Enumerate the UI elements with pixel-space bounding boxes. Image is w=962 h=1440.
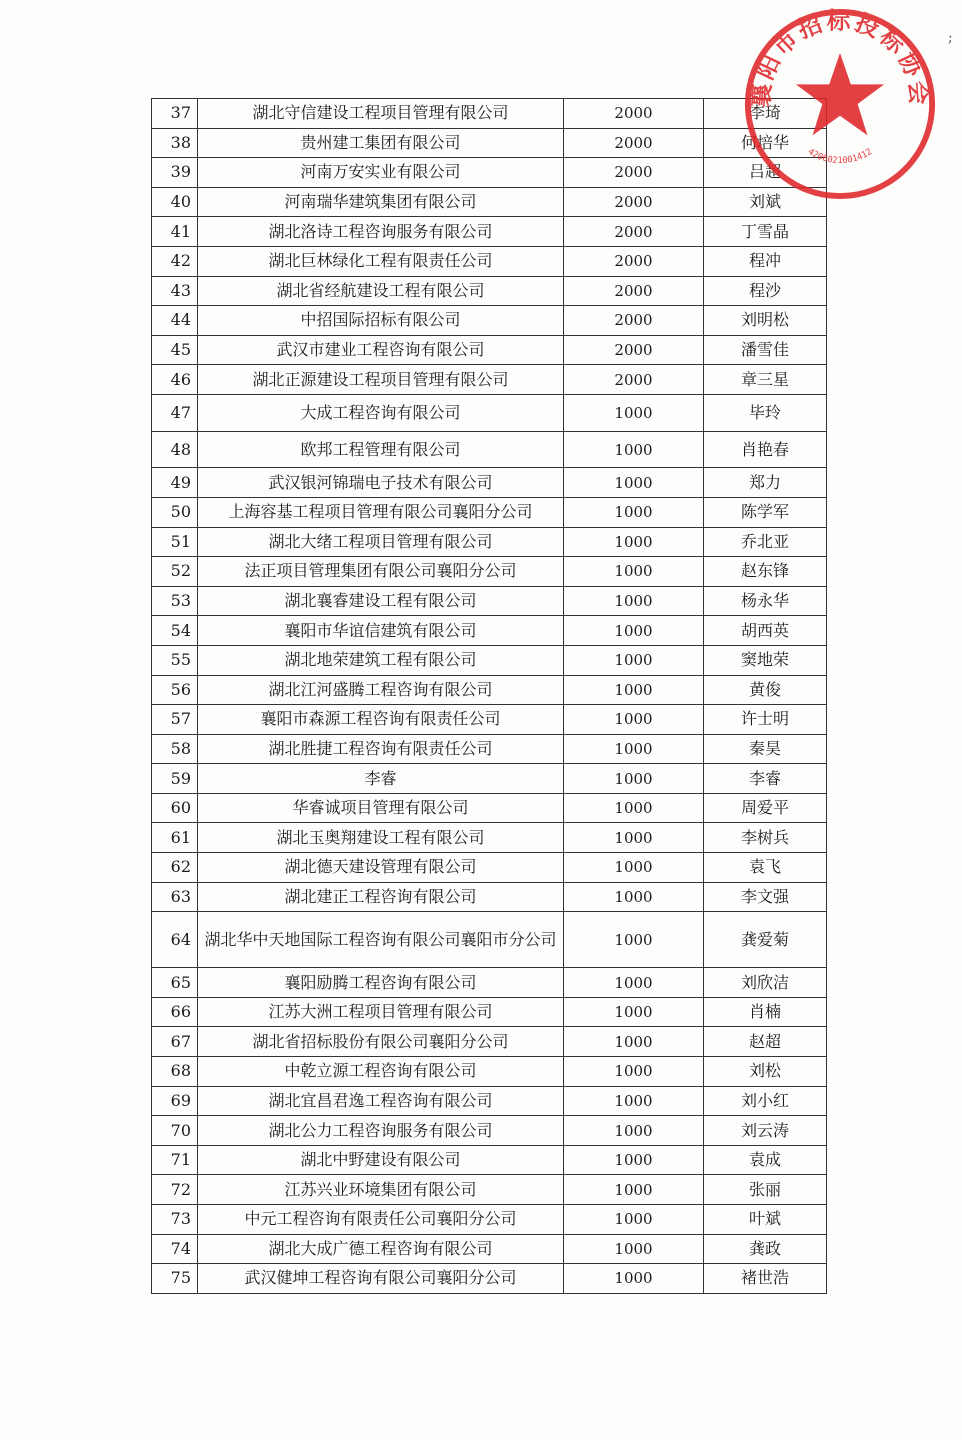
- contact-person: 程冲: [704, 246, 827, 276]
- row-number: 62: [152, 853, 198, 883]
- table-row: [152, 734, 827, 764]
- contact-person: 肖楠: [704, 997, 827, 1027]
- row-number: 71: [152, 1145, 198, 1175]
- row-number: 59: [152, 764, 198, 794]
- contact-person: 章三星: [704, 365, 827, 395]
- table-row: [152, 1057, 827, 1087]
- contact-person: 赵超: [704, 1027, 827, 1057]
- amount: 1000: [564, 1145, 704, 1175]
- contact-person: 何培华: [704, 128, 827, 158]
- contact-person: 袁飞: [704, 853, 827, 883]
- company-name: 湖北守信建设工程项目管理有限公司: [198, 99, 564, 129]
- contact-person: 乔北亚: [704, 527, 827, 557]
- contact-person: 丁雪晶: [704, 217, 827, 247]
- table-row: [152, 365, 827, 395]
- table-row: [152, 968, 827, 998]
- contact-person: 褚世浩: [704, 1264, 827, 1294]
- amount: 1000: [564, 395, 704, 432]
- amount: 1000: [564, 1175, 704, 1205]
- amount: 1000: [564, 645, 704, 675]
- amount: 1000: [564, 968, 704, 998]
- contact-person: 李琦: [704, 99, 827, 129]
- amount: 1000: [564, 705, 704, 735]
- amount: 1000: [564, 764, 704, 794]
- amount: 1000: [564, 616, 704, 646]
- table-row: [152, 1116, 827, 1146]
- row-number: 57: [152, 705, 198, 735]
- row-number: 40: [152, 187, 198, 217]
- contact-person: 刘明松: [704, 306, 827, 336]
- table-row: [152, 557, 827, 587]
- row-number: 53: [152, 586, 198, 616]
- table-row: [152, 1264, 827, 1294]
- table-row: [152, 764, 827, 794]
- company-name: 湖北华中天地国际工程咨询有限公司襄阳市分公司: [198, 912, 564, 968]
- table-row: [152, 997, 827, 1027]
- contact-person: 周爱平: [704, 793, 827, 823]
- amount: 1000: [564, 1205, 704, 1235]
- row-number: 75: [152, 1264, 198, 1294]
- row-number: 42: [152, 246, 198, 276]
- company-name: 湖北公力工程咨询服务有限公司: [198, 1116, 564, 1146]
- company-name: 襄阳励腾工程咨询有限公司: [198, 968, 564, 998]
- contact-person: 肖艳春: [704, 432, 827, 468]
- row-number: 56: [152, 675, 198, 705]
- contribution-table: [151, 98, 827, 1294]
- table-row: [152, 853, 827, 883]
- table-row: [152, 705, 827, 735]
- amount: 2000: [564, 217, 704, 247]
- seal-text: 襄阳市招标投标协会: [746, 6, 934, 109]
- contact-person: 吕超: [704, 158, 827, 188]
- company-name: 湖北地荣建筑工程有限公司: [198, 645, 564, 675]
- row-number: 49: [152, 468, 198, 498]
- svg-text:4206021001412: [806, 147, 874, 166]
- contact-person: 窦地荣: [704, 645, 827, 675]
- contact-person: 秦昊: [704, 734, 827, 764]
- contact-person: 黄俊: [704, 675, 827, 705]
- company-name: 湖北中野建设有限公司: [198, 1145, 564, 1175]
- row-number: 66: [152, 997, 198, 1027]
- company-name: 中元工程咨询有限责任公司襄阳分公司: [198, 1205, 564, 1235]
- amount: 1000: [564, 1086, 704, 1116]
- amount: 1000: [564, 675, 704, 705]
- table-row: [152, 1145, 827, 1175]
- company-name: 贵州建工集团有限公司: [198, 128, 564, 158]
- table-row: [152, 1086, 827, 1116]
- company-name: 湖北宜昌君逸工程咨询有限公司: [198, 1086, 564, 1116]
- contact-person: 龚爱菊: [704, 912, 827, 968]
- contact-person: 胡西英: [704, 616, 827, 646]
- contact-person: 叶斌: [704, 1205, 827, 1235]
- table-row: [152, 497, 827, 527]
- table-row: [152, 128, 827, 158]
- company-name: 湖北胜捷工程咨询有限责任公司: [198, 734, 564, 764]
- amount: 2000: [564, 99, 704, 129]
- row-number: 70: [152, 1116, 198, 1146]
- amount: 1000: [564, 853, 704, 883]
- company-name: 欧邦工程管理有限公司: [198, 432, 564, 468]
- amount: 1000: [564, 1234, 704, 1264]
- amount: 1000: [564, 912, 704, 968]
- table-row: [152, 468, 827, 498]
- table-row: [152, 645, 827, 675]
- amount: 2000: [564, 306, 704, 336]
- contact-person: 郑力: [704, 468, 827, 498]
- row-number: 69: [152, 1086, 198, 1116]
- amount: 1000: [564, 586, 704, 616]
- row-number: 63: [152, 882, 198, 912]
- company-name: 湖北巨林绿化工程有限责任公司: [198, 246, 564, 276]
- company-name: 河南瑞华建筑集团有限公司: [198, 187, 564, 217]
- contact-person: 刘斌: [704, 187, 827, 217]
- contact-person: 刘小红: [704, 1086, 827, 1116]
- amount: 2000: [564, 187, 704, 217]
- row-number: 74: [152, 1234, 198, 1264]
- company-name: 湖北建正工程咨询有限公司: [198, 882, 564, 912]
- amount: 1000: [564, 432, 704, 468]
- company-name: 湖北德天建设管理有限公司: [198, 853, 564, 883]
- company-name: 湖北省经航建设工程有限公司: [198, 276, 564, 306]
- seal-star-icon: [796, 53, 884, 135]
- amount: 1000: [564, 1027, 704, 1057]
- company-name: 湖北襄睿建设工程有限公司: [198, 586, 564, 616]
- amount: 1000: [564, 882, 704, 912]
- table-row: [152, 823, 827, 853]
- amount: 2000: [564, 276, 704, 306]
- table-row: [152, 187, 827, 217]
- company-name: 华睿诚项目管理有限公司: [198, 793, 564, 823]
- seal-code: 4206021001412: [805, 147, 875, 167]
- association-seal: [742, 6, 938, 202]
- amount: 1000: [564, 1264, 704, 1294]
- amount: 2000: [564, 158, 704, 188]
- row-number: 54: [152, 616, 198, 646]
- contact-person: 赵东锋: [704, 557, 827, 587]
- company-name: 中招国际招标有限公司: [198, 306, 564, 336]
- row-number: 48: [152, 432, 198, 468]
- table-row: [152, 276, 827, 306]
- table-row: [152, 527, 827, 557]
- company-name: 湖北洛诗工程咨询服务有限公司: [198, 217, 564, 247]
- contact-person: 许士明: [704, 705, 827, 735]
- amount: 1000: [564, 997, 704, 1027]
- table-row: [152, 246, 827, 276]
- row-number: 41: [152, 217, 198, 247]
- table-row: [152, 1027, 827, 1057]
- table-row: [152, 306, 827, 336]
- row-number: 58: [152, 734, 198, 764]
- row-number: 51: [152, 527, 198, 557]
- contact-person: 李睿: [704, 764, 827, 794]
- row-number: 46: [152, 365, 198, 395]
- amount: 1000: [564, 497, 704, 527]
- table-row: [152, 586, 827, 616]
- table-row: [152, 335, 827, 365]
- company-name: 湖北江河盛腾工程咨询有限公司: [198, 675, 564, 705]
- row-number: 61: [152, 823, 198, 853]
- amount: 1000: [564, 793, 704, 823]
- company-name: 湖北玉奥翔建设工程有限公司: [198, 823, 564, 853]
- contact-person: 李树兵: [704, 823, 827, 853]
- contact-person: 李文强: [704, 882, 827, 912]
- company-name: 武汉健坤工程咨询有限公司襄阳分公司: [198, 1264, 564, 1294]
- row-number: 39: [152, 158, 198, 188]
- company-name: 李睿: [198, 764, 564, 794]
- amount: 1000: [564, 1116, 704, 1146]
- row-number: 45: [152, 335, 198, 365]
- contact-person: 程沙: [704, 276, 827, 306]
- table-row: [152, 882, 827, 912]
- company-name: 襄阳市森源工程咨询有限责任公司: [198, 705, 564, 735]
- row-number: 72: [152, 1175, 198, 1205]
- table-row: [152, 99, 827, 129]
- table-row: [152, 395, 827, 432]
- amount: 2000: [564, 128, 704, 158]
- amount: 2000: [564, 365, 704, 395]
- table-row: [152, 1175, 827, 1205]
- amount: 1000: [564, 734, 704, 764]
- contact-person: 刘松: [704, 1057, 827, 1087]
- table-row: [152, 432, 827, 468]
- company-name: 江苏大洲工程项目管理有限公司: [198, 997, 564, 1027]
- table-body: [152, 99, 827, 1294]
- table-row: [152, 793, 827, 823]
- contact-person: 毕玲: [704, 395, 827, 432]
- amount: 2000: [564, 246, 704, 276]
- amount: 1000: [564, 468, 704, 498]
- amount: 1000: [564, 527, 704, 557]
- row-number: 73: [152, 1205, 198, 1235]
- company-name: 大成工程咨询有限公司: [198, 395, 564, 432]
- company-name: 上海容基工程项目管理有限公司襄阳分公司: [198, 497, 564, 527]
- row-number: 44: [152, 306, 198, 336]
- table-row: [152, 217, 827, 247]
- company-name: 法正项目管理集团有限公司襄阳分公司: [198, 557, 564, 587]
- row-number: 43: [152, 276, 198, 306]
- row-number: 64: [152, 912, 198, 968]
- company-name: 湖北大成广德工程咨询有限公司: [198, 1234, 564, 1264]
- edge-mark: ;: [948, 30, 953, 46]
- company-name: 河南万安实业有限公司: [198, 158, 564, 188]
- row-number: 65: [152, 968, 198, 998]
- contact-person: 陈学军: [704, 497, 827, 527]
- row-number: 50: [152, 497, 198, 527]
- contact-person: 杨永华: [704, 586, 827, 616]
- company-name: 湖北省招标股份有限公司襄阳分公司: [198, 1027, 564, 1057]
- contact-person: 刘欣洁: [704, 968, 827, 998]
- table-row: [152, 616, 827, 646]
- row-number: 68: [152, 1057, 198, 1087]
- contact-person: 袁成: [704, 1145, 827, 1175]
- contact-person: 张丽: [704, 1175, 827, 1205]
- table-row: [152, 158, 827, 188]
- company-name: 武汉银河锦瑞电子技术有限公司: [198, 468, 564, 498]
- row-number: 38: [152, 128, 198, 158]
- company-name: 江苏兴业环境集团有限公司: [198, 1175, 564, 1205]
- row-number: 47: [152, 395, 198, 432]
- contact-person: 龚政: [704, 1234, 827, 1264]
- company-name: 湖北正源建设工程项目管理有限公司: [198, 365, 564, 395]
- amount: 1000: [564, 1057, 704, 1087]
- amount: 1000: [564, 823, 704, 853]
- row-number: 60: [152, 793, 198, 823]
- table-row: [152, 1234, 827, 1264]
- table-row: [152, 1205, 827, 1235]
- amount: 1000: [564, 557, 704, 587]
- row-number: 55: [152, 645, 198, 675]
- company-name: 襄阳市华谊信建筑有限公司: [198, 616, 564, 646]
- row-number: 52: [152, 557, 198, 587]
- contact-person: 潘雪佳: [704, 335, 827, 365]
- table-row: [152, 675, 827, 705]
- company-name: 武汉市建业工程咨询有限公司: [198, 335, 564, 365]
- row-number: 67: [152, 1027, 198, 1057]
- contact-person: 刘云涛: [704, 1116, 827, 1146]
- amount: 2000: [564, 335, 704, 365]
- table-row: [152, 912, 827, 968]
- company-name: 湖北大绪工程项目管理有限公司: [198, 527, 564, 557]
- row-number: 37: [152, 99, 198, 129]
- company-name: 中乾立源工程咨询有限公司: [198, 1057, 564, 1087]
